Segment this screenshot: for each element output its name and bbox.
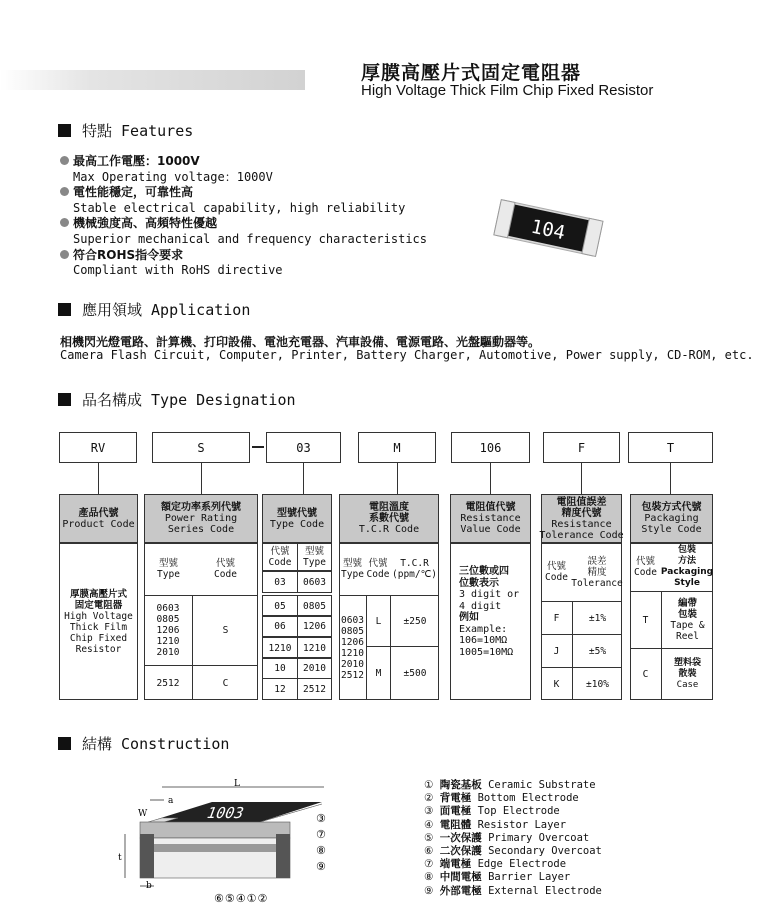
type-code-cell: 12 <box>262 678 298 700</box>
resistance-code-body: 三位數或四 位數表示 3 digit or 4 digit 例如 Example: 106=10MΩ 1005=10MΩ <box>450 543 531 700</box>
feature-cn: 符合ROHS指令要求 <box>60 248 427 264</box>
bottom-callouts: ⑥⑤④①② <box>214 892 269 905</box>
feature-en: Stable electrical capability, high reliability <box>73 200 406 215</box>
type-code-cell: 0805 <box>297 595 332 617</box>
tolerance-code-body: 代號 Code 誤差 精度 Tolerance F ±1% J ±5% K ±10% <box>541 543 622 700</box>
section-square-icon <box>58 737 71 750</box>
construction-heading: 結構 Construction <box>58 733 229 754</box>
tcr-code-body: 型號 Type 代號 Code T.C.R (ppm/℃) 0603 0805 1206 1210 2010 2512 L ±250 M ±500 <box>339 543 439 700</box>
application-cn: 相機閃光燈電路、計算機、打印設備、電池充電器、汽車設備、電源電路、光盤驅動器等。 <box>60 335 541 349</box>
header-power-rating: 額定功率系列代號 Power Rating Series Code <box>144 494 258 543</box>
type-code-cell: 06 <box>262 615 298 637</box>
code-box-03: 03 <box>266 432 341 463</box>
feature-cn: 機械強度高、高頻特性優越 <box>60 216 427 232</box>
connector-line <box>670 463 671 494</box>
legend-item: ⑥ 二次保護 Secondary Overcoat <box>424 845 602 858</box>
legend-item: ⑦ 端電極 Edge Electrode <box>424 858 567 871</box>
svg-text:⑦: ⑦ <box>316 828 326 841</box>
type-code-cell: 2010 <box>297 657 332 679</box>
bullet-icon <box>60 218 69 227</box>
svg-text:W: W <box>138 809 148 819</box>
svg-text:a: a <box>168 796 174 806</box>
feature-en: Max Operating voltage：1000V <box>73 169 273 184</box>
svg-text:⑧: ⑧ <box>316 844 326 857</box>
legend-item: ⑤ 一次保護 Primary Overcoat <box>424 831 590 844</box>
header-tcr-code: 電阻溫度 系數代號 T.C.R Code <box>339 494 439 543</box>
chip-resistor-image <box>488 190 608 270</box>
construction-chip-marking: 1003 <box>204 804 247 822</box>
legend-item: ② 背電極 Bottom Electrode <box>424 792 579 805</box>
section-square-icon <box>58 124 71 137</box>
feature-cn: 最高工作電壓：1000V <box>60 154 427 170</box>
type-code-cell: 1206 <box>297 615 332 637</box>
header-gradient-bar <box>0 70 305 90</box>
features-heading: 特點 Features <box>58 120 193 141</box>
header-product-code: 產品代號 Product Code <box>59 494 138 543</box>
code-box-s: S <box>152 432 250 463</box>
title-chinese: 厚膜高壓片式固定電阻器 <box>361 62 582 84</box>
connector-line <box>98 463 99 494</box>
svg-text:③: ③ <box>316 812 326 825</box>
legend-item: ④ 電阻體 Resistor Layer <box>424 818 567 831</box>
legend-item: ⑨ 外部電極 External Electrode <box>424 884 602 897</box>
header-packaging-code: 包裝方式代號 Packaging Style Code <box>630 494 713 543</box>
code-box-f: F <box>543 432 620 463</box>
application-en: Camera Flash Circuit, Computer, Printer, Battery Charger, Automotive, Power supply, CD-ROM, etc. <box>60 348 754 362</box>
connector-line <box>201 463 202 494</box>
code-box-t: T <box>628 432 713 463</box>
connector-line <box>490 463 491 494</box>
connector-line <box>397 463 398 494</box>
type-designation-heading: 品名構成 Type Designation <box>58 389 296 410</box>
bullet-icon <box>60 187 69 196</box>
feature-en: Superior mechanical and frequency characteristics <box>73 231 428 246</box>
code-box-106: 106 <box>451 432 530 463</box>
section-square-icon <box>58 393 71 406</box>
title-english: High Voltage Thick Film Chip Fixed Resistor <box>361 82 654 99</box>
code-box-rv: RV <box>59 432 137 463</box>
bullet-icon <box>60 250 69 259</box>
legend-item: ① 陶瓷基板 Ceramic Substrate <box>424 779 596 791</box>
product-code-body: 厚膜高壓片式 固定電阻器 High Voltage Thick Film Chip Fixed Resistor <box>59 543 138 700</box>
type-code-cell: 10 <box>262 657 298 679</box>
svg-text:⑨: ⑨ <box>316 860 326 873</box>
type-code-cell: 1210 <box>262 637 298 659</box>
header-resistance-code: 電阻值代號 Resistance Value Code <box>450 494 531 543</box>
type-code-cell: 0603 <box>297 571 332 593</box>
header-type-code: 型號代號 Type Code <box>262 494 332 543</box>
features-list <box>60 154 427 279</box>
code-box-m: M <box>358 432 436 463</box>
svg-text:t: t <box>118 853 122 863</box>
connector-line <box>581 463 582 494</box>
power-rating-body: 型號 Type 代號 Code 0603 0805 1206 1210 2010 S 2512 C <box>144 543 258 700</box>
type-code-cell: 05 <box>262 595 298 617</box>
type-code-cell: 03 <box>262 571 298 593</box>
legend-item: ⑧ 中間電極 Barrier Layer <box>424 871 571 884</box>
svg-text:L: L <box>234 779 240 789</box>
chip-marking-text: 104 <box>528 215 568 245</box>
connector-line <box>303 463 304 494</box>
application-heading: 應用領域 Application <box>58 299 250 320</box>
svg-text:b: b <box>146 881 152 891</box>
type-code-cell: 2512 <box>297 678 332 700</box>
construction-legend <box>424 779 602 898</box>
header-tolerance-code: 電阻值誤差 精度代號 Resistance Tolerance Code <box>541 494 622 543</box>
type-code-body: 代號 Code 型號 Type 03 0603 05 0805 06 1206 1210 1210 10 2010 12 2512 <box>262 543 332 700</box>
type-code-cell: 1210 <box>297 637 332 659</box>
feature-cn: 電性能穩定，可靠性高 <box>60 185 427 201</box>
section-square-icon <box>58 303 71 316</box>
legend-item: ③ 面電極 Top Electrode <box>424 805 560 818</box>
feature-en: Compliant with RoHS directive <box>73 263 283 278</box>
construction-diagram <box>110 778 340 906</box>
packaging-code-body: 代號 Code 包裝 方法 Packaging Style T 編帶 包裝 Tape & Reel C 塑料袋 散裝 Case <box>630 543 713 700</box>
code-dash <box>252 446 264 448</box>
bullet-icon <box>60 156 69 165</box>
